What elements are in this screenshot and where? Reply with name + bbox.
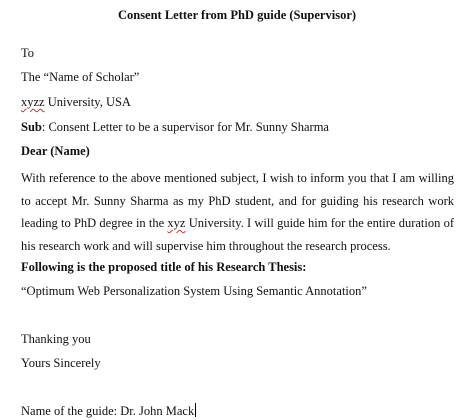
closing-sign-off: Yours Sincerely <box>21 356 101 370</box>
subject-line <box>21 120 329 135</box>
body-paragraph <box>21 167 454 257</box>
salutation: Dear (Name) <box>21 144 90 158</box>
thesis-heading: Following is the proposed title of his Research Thesis: <box>21 260 307 274</box>
subject-label: Sub <box>21 120 42 134</box>
closing-thanks: Thanking you <box>21 332 91 346</box>
to-line: To <box>21 46 35 60</box>
subject-text: : Consent Letter to be a supervisor for Mr. Sunny Sharma <box>41 120 329 134</box>
text-cursor <box>195 403 196 417</box>
thesis-title: “Optimum Web Personalization System Using Semantic Annotation” <box>21 284 367 298</box>
misspelled-word: xyz <box>167 216 186 230</box>
letter-title: Consent Letter from PhD guide (Supervisor) <box>117 8 357 22</box>
recipient-name: The “Name of Scholar” <box>21 70 140 84</box>
guide-name-text: Name of the guide: Dr. John Mack <box>21 404 195 418</box>
body-text-part2: University. I will guide him for the entire duration of his research work and will supervise him throughout the research process. <box>21 216 455 253</box>
recipient-university <box>21 95 131 110</box>
body-text-part1: With reference to the above mentioned subject, I wish to inform you that I am willing to accept Mr. Sunny Sharma as my PhD student, and for guiding his research work leading to PhD degree in the <box>21 171 454 230</box>
university-text: University, USA <box>44 95 131 109</box>
misspelled-word: xyzz <box>21 95 45 109</box>
guide-name-line <box>21 403 196 419</box>
